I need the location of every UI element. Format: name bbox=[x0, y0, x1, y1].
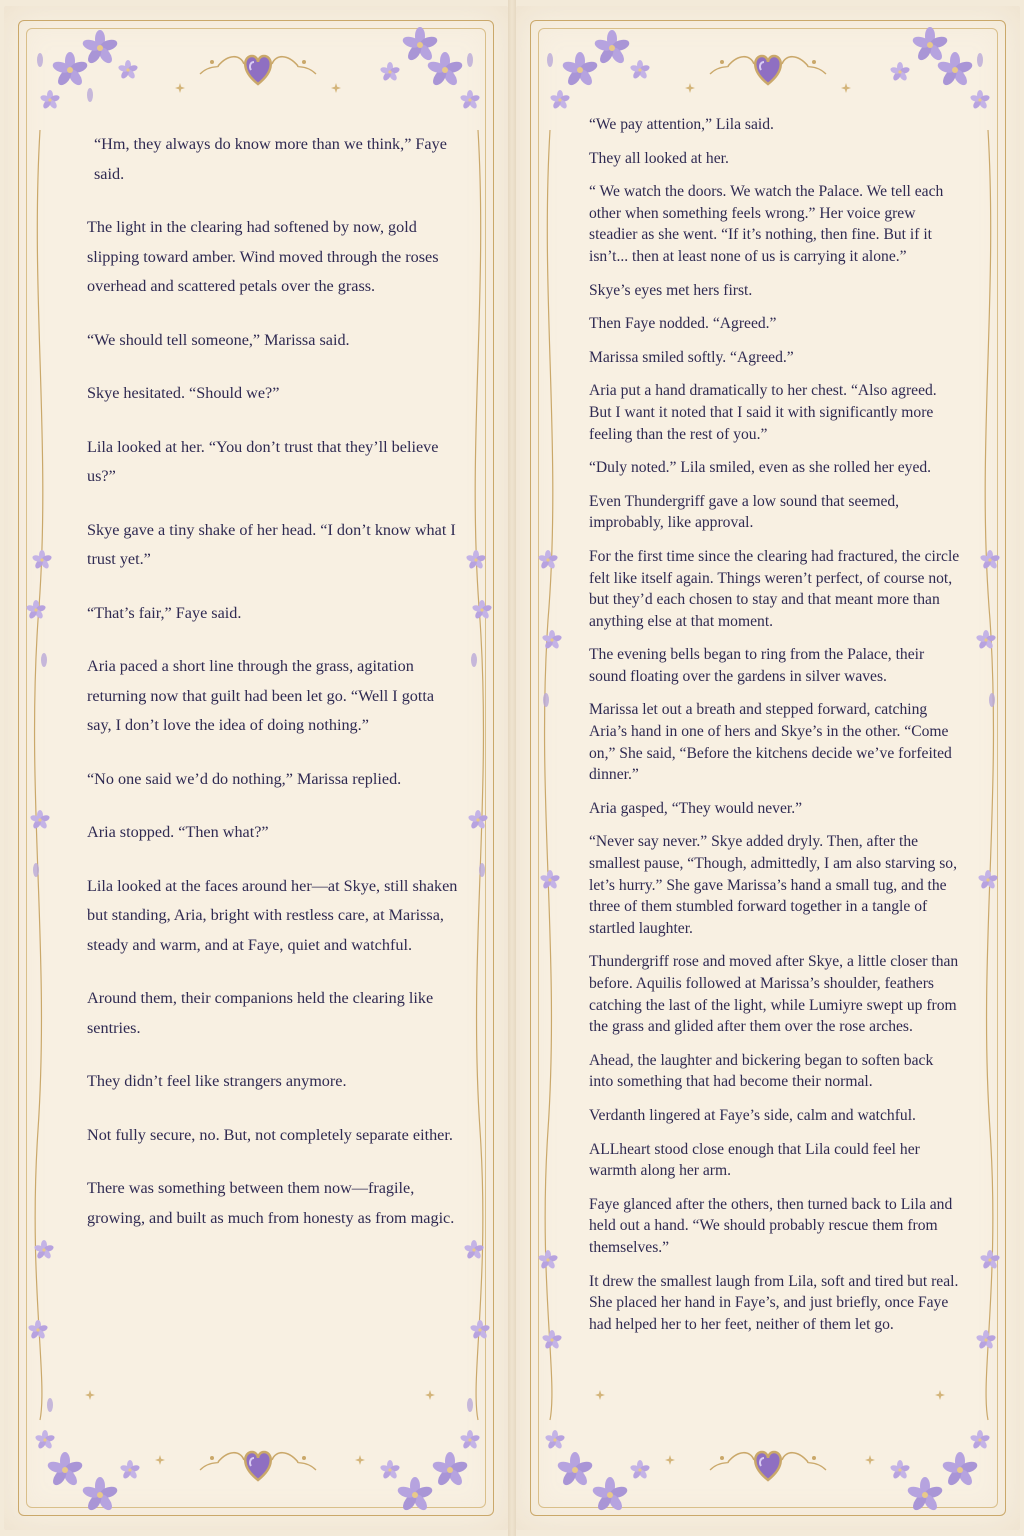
paragraph: Not fully secure, no. But, not completely separate either. bbox=[87, 1125, 453, 1144]
paragraph: The light in the clearing had softened by now, gold slipping toward amber. Wind moved through the roses overhead and scattered petals over the grass. bbox=[87, 218, 439, 295]
paragraph: Skye’s eyes met hers first. bbox=[589, 281, 753, 299]
paragraph: “We should tell someone,” Marissa said. bbox=[87, 330, 350, 349]
paragraph: Lila looked at her. “You don’t trust that they’ll believe us?” bbox=[87, 437, 439, 485]
paragraph: Aria stopped. “Then what?” bbox=[87, 823, 269, 841]
book-gutter bbox=[508, 0, 516, 1536]
paragraph: “Duly noted.” Lila smiled, even as she rolled her eyed. bbox=[589, 459, 932, 477]
paragraph: They all looked at her. bbox=[589, 149, 729, 167]
paragraph: Verdanth lingered at Faye’s side, calm and watchful. bbox=[589, 1106, 916, 1124]
paragraph: Marissa let out a breath and stepped forward, catching Aria’s hand in one of hers and Skye’s in the other. “Come on,” She said, “Before the kitchens decide we’ve forfeited dinner.” bbox=[589, 701, 952, 784]
paragraph: “No one said we’d do nothing,” Marissa replied. bbox=[87, 769, 402, 788]
paragraph: Aria gasped, “They would never.” bbox=[589, 799, 803, 817]
paragraph: Thundergriff rose and moved after Skye, a little closer than before. Aquilis followed at Marissa’s shoulder, feathers catching the last of the light, while Lumiyre swept up from the grass and glided after them over the rose arches. bbox=[589, 953, 959, 1036]
paragraph: Skye gave a tiny shake of her head. “I don’t know what I trust yet.” bbox=[87, 520, 456, 568]
left-page-text bbox=[87, 130, 462, 1257]
paragraph: Even Thundergriff gave a low sound that seemed, improbably, like approval. bbox=[589, 492, 900, 532]
paragraph: Ahead, the laughter and bickering began to soften back into something that had become their normal. bbox=[589, 1051, 934, 1091]
paragraph: Faye glanced after the others, then turned back to Lila and held out a hand. “We should probably rescue them from themselves.” bbox=[589, 1195, 953, 1256]
paragraph: Aria put a hand dramatically to her chest. “Also agreed. But I want it noted that I said it with significantly more feeling than the rest of you.” bbox=[589, 382, 937, 443]
paragraph: Around them, their companions held the clearing like sentries. bbox=[87, 989, 434, 1037]
paragraph: “Hm, they always do know more than we think,” Faye said. bbox=[94, 135, 447, 183]
paragraph: “That’s fair,” Faye said. bbox=[87, 603, 242, 622]
paragraph: Then Faye nodded. “Agreed.” bbox=[589, 315, 777, 333]
paragraph: There was something between them now—fragile, growing, and built as much from honesty as from magic. bbox=[87, 1179, 455, 1227]
paragraph: “ We watch the doors. We watch the Palace. We tell each other when something feels wrong.” Her voice grew steadier as she went. “If it’s nothing, then fine. But if it isn’t... then at least none of us is carrying it alone.” bbox=[589, 183, 944, 265]
paragraph: Lila looked at the faces around her—at Skye, still shaken but standing, Aria, bright with restless care, at Marissa, steady and warm, and at Faye, quiet and watchful. bbox=[87, 876, 458, 954]
paragraph: Skye hesitated. “Should we?” bbox=[87, 384, 280, 402]
paragraph: It drew the smallest laugh from Lila, soft and tired but real. She placed her hand in Faye’s, and just briefly, once Faye had helped her to her feet, neither of them let go. bbox=[589, 1272, 959, 1333]
paragraph: ALLheart stood close enough that Lila could feel her warmth along her arm. bbox=[589, 1140, 920, 1180]
paragraph: For the first time since the clearing had fractured, the circle felt like itself again. Things weren’t perfect, of course not, but they’d each chosen to stay and that meant more than anything else at that moment. bbox=[589, 547, 960, 630]
paragraph: “We pay attention,” Lila said. bbox=[589, 116, 774, 133]
paragraph: Marissa smiled softly. “Agreed.” bbox=[589, 348, 794, 366]
paragraph: The evening bells began to ring from the Palace, their sound floating over the gardens in silver waves. bbox=[589, 646, 925, 685]
paragraph: “Never say never.” Skye added dryly. Then, after the smallest pause, “Though, admittedly, I am also starving so, let’s hurry.” She gave Marissa’s hand a small tug, and the three of them stumbled forward together in a tangle of startled laughter. bbox=[589, 833, 957, 937]
paragraph: Aria paced a short line through the grass, agitation returning now that guilt had been let go. “Well I gotta say, I don’t love the idea of doing nothing.” bbox=[87, 657, 435, 734]
right-page-text bbox=[589, 114, 961, 1347]
paragraph: They didn’t feel like strangers anymore. bbox=[87, 1072, 347, 1090]
